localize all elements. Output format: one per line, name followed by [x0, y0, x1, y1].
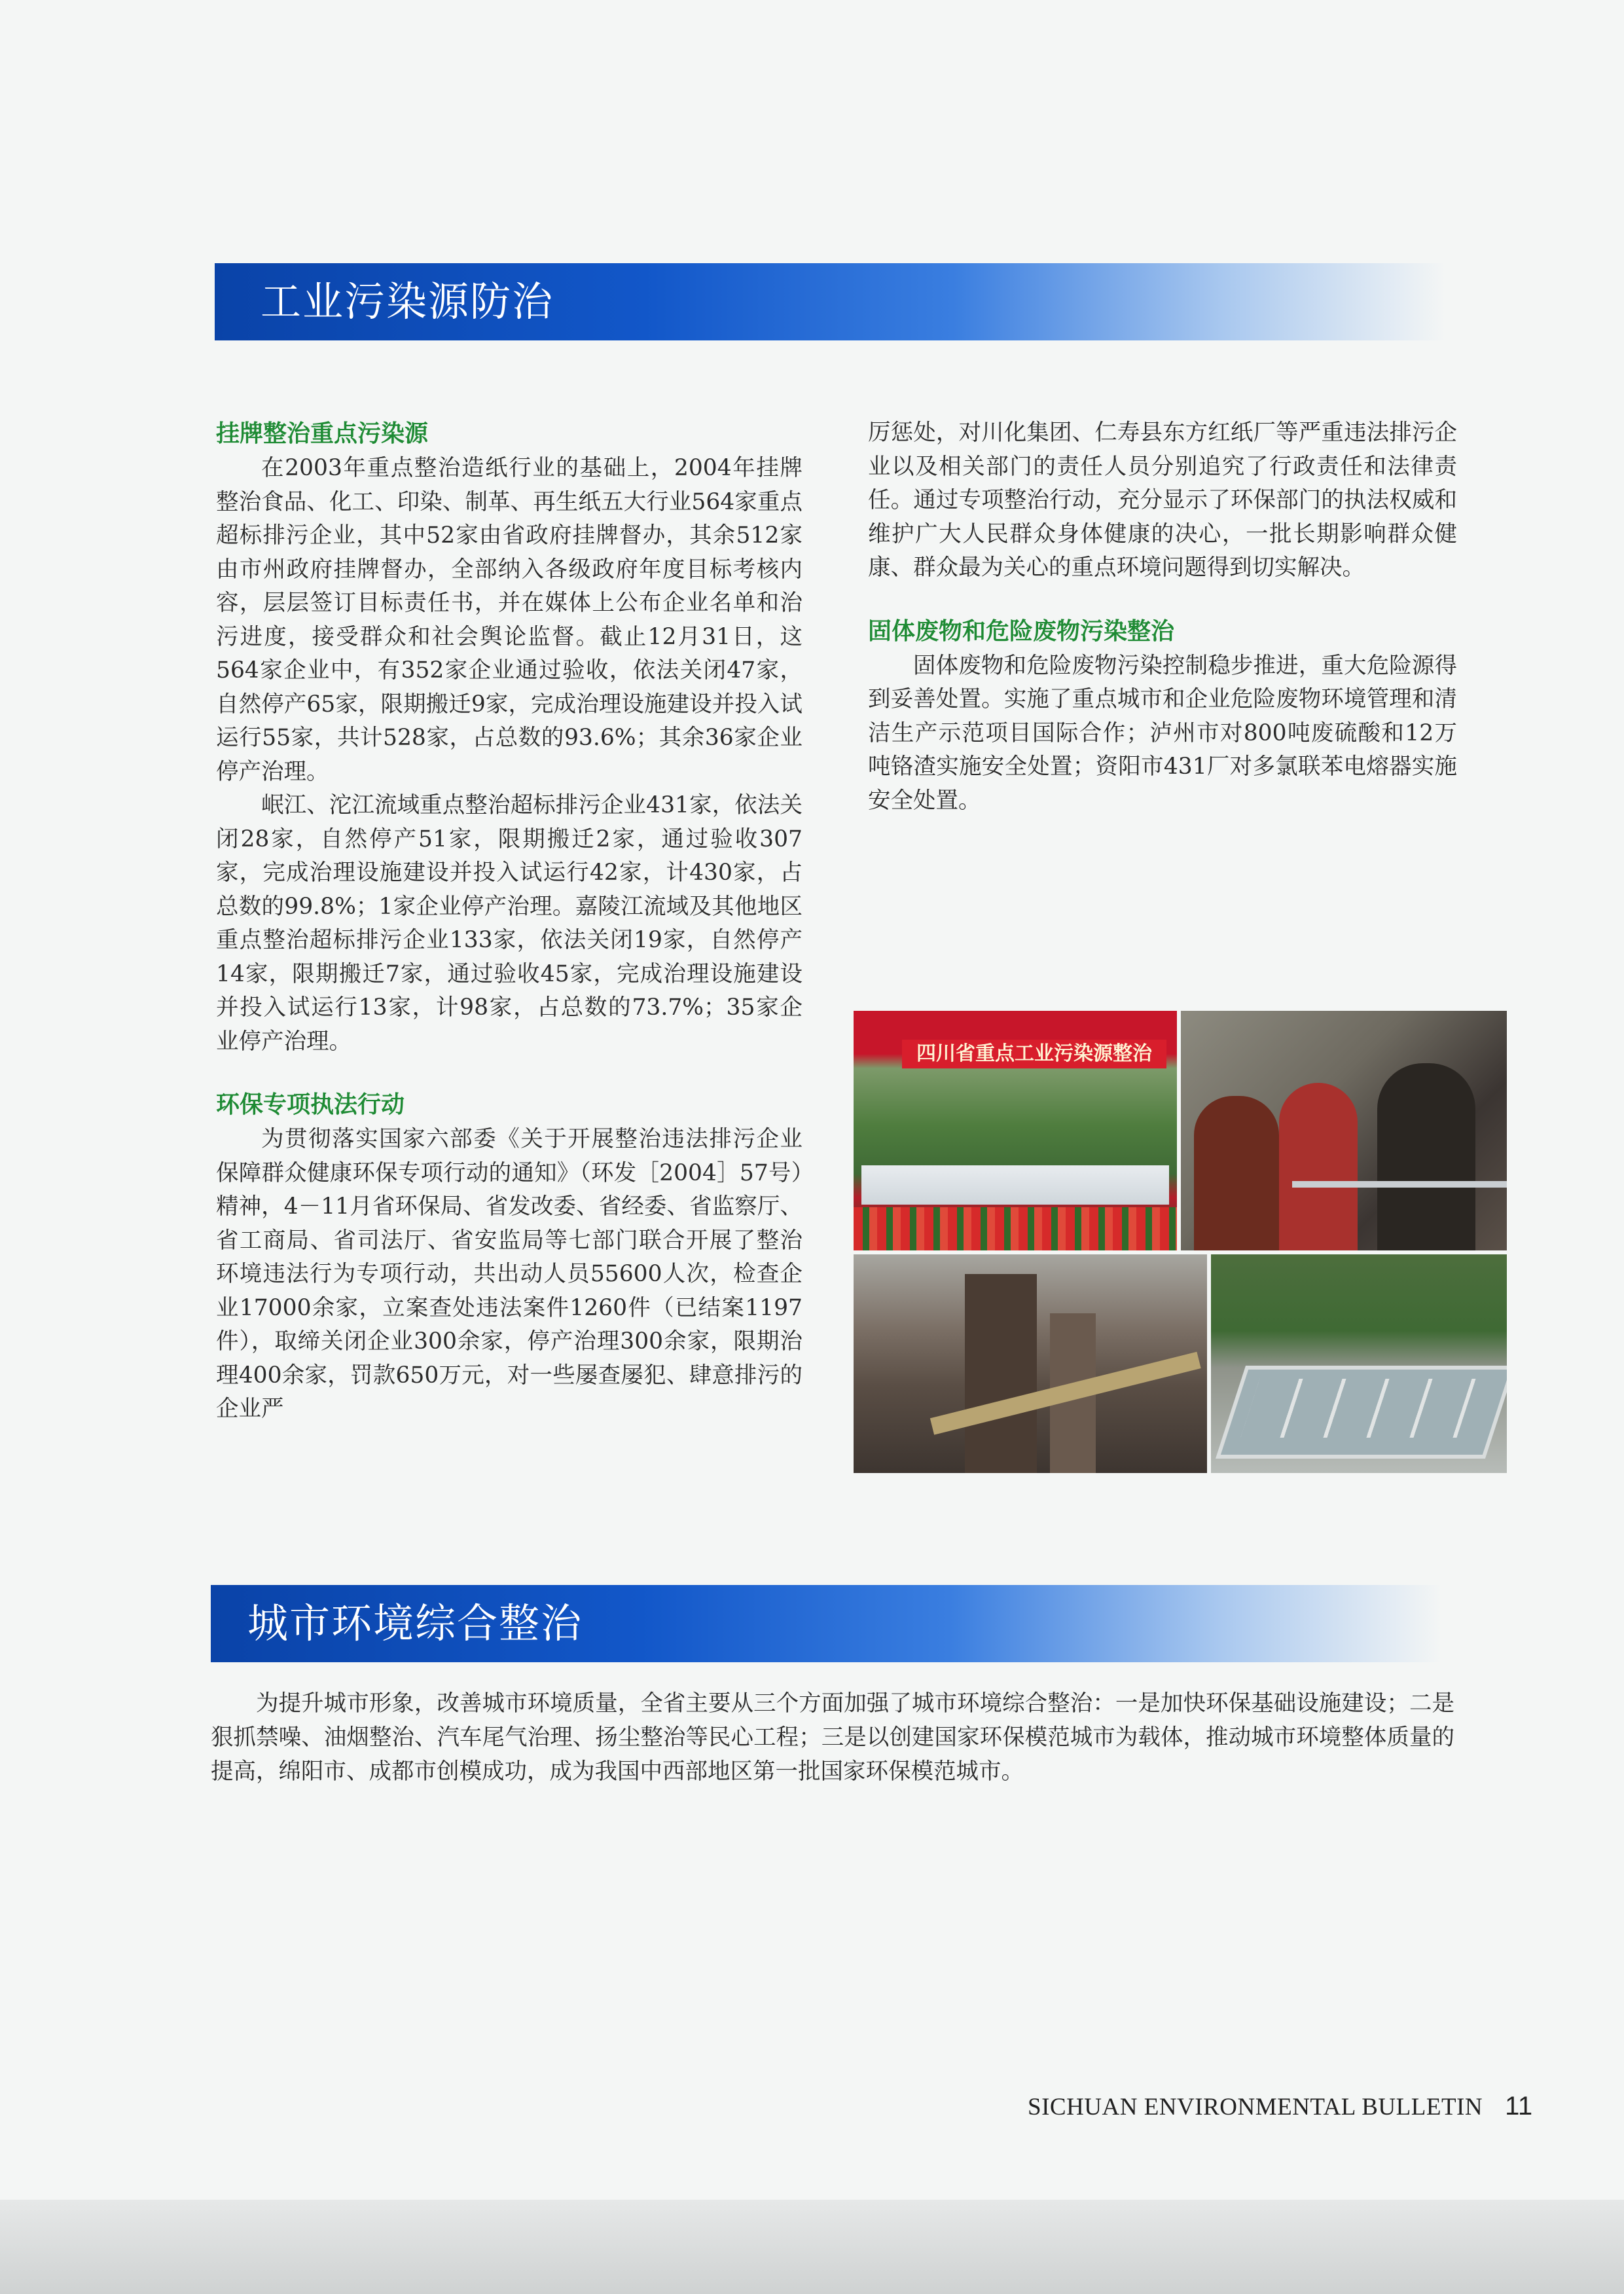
figure-person	[1194, 1096, 1279, 1250]
subsection-title-enforcement: 环保专项执法行动	[216, 1091, 405, 1118]
paragraph-solid-waste: 固体废物和危险废物污染控制稳步推进，重大危险源得到妥善处置。实施了重点城市和企业危险废物环境管理和清洁生产示范项目国际合作；泸州市对800吨废硫酸和12万吨铬渣实施安全处置；资阳市431厂对多氯联苯电熔器实施安全处置。	[868, 652, 1457, 814]
photo-collage	[854, 1011, 1507, 1473]
section-title-industrial: 工业污染源防治	[261, 278, 554, 325]
section-banner-urban	[211, 1585, 1441, 1662]
photo-conference-meeting	[854, 1011, 1177, 1250]
figure-tower	[965, 1274, 1037, 1473]
page-number: 11	[1505, 2092, 1533, 2121]
photo-officials-inspection	[1181, 1011, 1507, 1250]
conference-flowers	[854, 1207, 1177, 1250]
section-banner-industrial	[215, 263, 1445, 340]
page-footer	[1028, 2092, 1551, 2121]
paragraph-urban-environment: 为提升城市形象，改善城市环境质量，全省主要从三个方面加强了城市环境综合整治：一是加快环保基础设施建设；二是狠抓禁噪、油烟整治、汽车尾气治理、扬尘整治等民心工程；三是以创建国家环保模范城市为载体，推动城市环境整体质量的提高，绵阳市、成都市创模成功，成为我国中西部地区第一批国家环保模范城市。	[211, 1690, 1454, 1785]
publication-name: SICHUAN ENVIRONMENTAL BULLETIN	[1028, 2094, 1483, 2121]
photo-industrial-plant	[854, 1254, 1207, 1473]
subsection-title-listed-sources: 挂牌整治重点污染源	[216, 420, 429, 447]
paragraph-listed-sources-2: 岷江、沱江流域重点整治超标排污企业431家，依法关闭28家，自然停产51家，限期搬迁2家，通过验收307家，完成治理设施建设并投入试运行42家，计430家，占总数的99.8%；1家企业停产治理。嘉陵江流域及其他地区重点整治超标排污企业133家，依法关闭19家，自然停产14家，限期搬迁7家，通过验收45家，完成治理设施建设并投入试运行13家，计98家，占总数的73.7%；35家企业停产治理。	[216, 792, 803, 1055]
scan-edge	[0, 2200, 1624, 2294]
figure-person	[1279, 1083, 1358, 1250]
paragraph-enforcement-part2: 厉惩处，对川化集团、仁寿县东方红纸厂等严重违法排污企业以及相关部门的责任人员分别追究了行政责任和法律责任。通过专项整治行动，充分显示了环保部门的执法权威和维护广大人民群众身体健康的决心，一批长期影响群众健康、群众最为关心的重点环境问题得到切实解决。	[868, 420, 1457, 581]
figure-person	[1377, 1063, 1475, 1250]
paragraph-enforcement-part1: 为贯彻落实国家六部委《关于开展整治违法排污企业保障群众健康环保专项行动的通知》（环发［2004］57号）精神，4－11月省环保局、省发改委、省经委、省监察厅、省工商局、省司法厅、省安监局等七部门联合开展了整治环境违法行为专项行动，共出动人员55600人次，检查企业17000余家，立案查处违法案件1260件（已结案1197件），取缔关闭企业300余家，停产治理300余家，限期治理400余家，罚款650万元，对一些屡查屡犯、肆意排污的企业严	[216, 1126, 803, 1422]
section-title-urban: 城市环境综合整治	[247, 1599, 583, 1647]
figure-tank-grid	[1240, 1379, 1475, 1438]
figure-railing	[1292, 1181, 1507, 1188]
paragraph-listed-sources-1: 在2003年重点整治造纸行业的基础上，2004年挂牌整治食品、化工、印染、制革、再生纸五大行业564家重点超标排污企业，其中52家由省政府挂牌督办，其余512家由市州政府挂牌督办，全部纳入各级政府年度目标考核内容，层层签订目标责任书，并在媒体上公布企业名单和治污进度，接受群众和社会舆论监督。截止12月31日，这564家企业中，有352家企业通过验收，依法关闭47家，自然停产65家，限期搬迁9家，完成治理设施建设并投入试运行55家，共计528家，占总数的93.6%；其余36家企业停产治理。	[216, 455, 803, 785]
subsection-title-solid-waste: 固体废物和危险废物污染整治	[868, 617, 1175, 645]
conference-banner-sign: 四川省重点工业污染源整治	[902, 1040, 1166, 1068]
left-column	[216, 416, 803, 1427]
conference-table	[861, 1165, 1169, 1205]
photo-water-treatment	[1211, 1254, 1507, 1473]
right-column	[868, 416, 1457, 818]
